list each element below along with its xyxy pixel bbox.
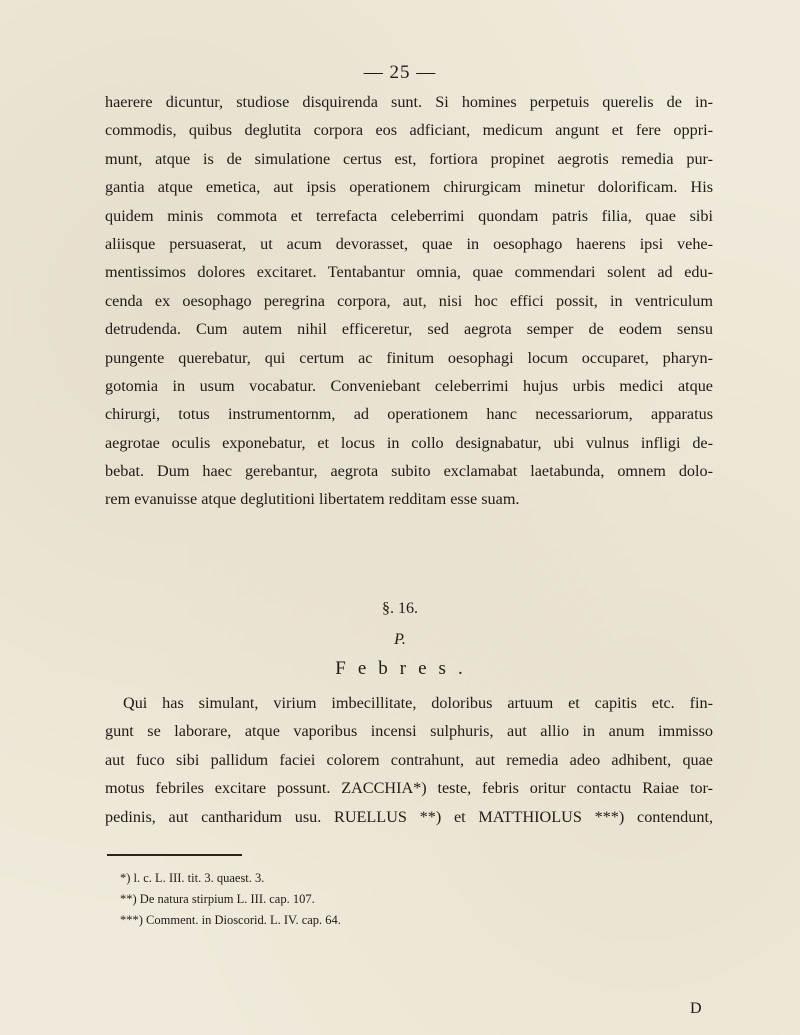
text-line: cenda ex oesophago peregrina corpora, aut, nisi hoc effici possit, in ventriculum — [105, 291, 713, 310]
paragraph-1 — [105, 88, 713, 514]
text-line: pedinis, aut cantharidum usu. RUELLUS **) et MATTHIOLUS ***) contendunt, — [105, 807, 713, 826]
paragraph-2 — [105, 689, 713, 831]
text-line: bebat. Dum haec gerebantur, aegrota subito exclamabat laetabunda, omnem dolo- — [105, 462, 713, 481]
text-line: aut fuco sibi pallidum faciei colorem contrahunt, aut remedia adeo adhibent, quae — [105, 750, 713, 769]
footnote-divider — [107, 854, 242, 856]
section-letter: P. — [394, 631, 406, 648]
section-number: §. 16. — [382, 600, 418, 617]
text-line: aegrotae oculis exponebatur, et locus in collo designabatur, ubi vulnus infligi de- — [105, 433, 713, 452]
text-line: quidem minis commota et terrefacta celeberrimi quondam patris filia, quae sibi — [105, 206, 713, 225]
text-line: detrudenda. Cum autem nihil efficeretur, sed aegrota semper de eodem sensu — [105, 320, 713, 339]
page-number: — 25 — — [363, 62, 437, 83]
text-line: aliisque persuaserat, ut acum devorasset, quae in oesophago haerens ipsi vehe- — [105, 234, 713, 253]
text-line: pungente querebatur, qui certum ac finitum oesophagi locum occuparet, pharyn- — [105, 348, 713, 367]
text-line: gantia atque emetica, aut ipsis operationem chirurgicam minetur dolorificam. His — [105, 178, 713, 197]
text-line: motus febriles excitare possunt. ZACCHIA*) teste, febris oritur contactu Raiae tor- — [105, 779, 713, 798]
signature-mark: D — [690, 1000, 702, 1017]
footnote: **) De natura stirpium L. III. cap. 107. — [120, 892, 315, 906]
text-line: rem evanuisse atque deglutitioni libertatem redditam esse suam. — [105, 490, 520, 509]
footnotes — [120, 868, 680, 931]
section-title: Febres. — [335, 658, 475, 679]
text-line: gunt se laborare, atque vaporibus incensi sulphuris, aut allio in anum immisso — [105, 722, 713, 741]
footnote: ***) Comment. in Dioscorid. L. IV. cap. 64. — [120, 913, 341, 927]
text-line: mentissimos dolores excitaret. Tentabantur omnia, quae commendari solent ad edu- — [105, 263, 713, 282]
text-line: haerere dicuntur, studiose disquirenda sunt. Si homines perpetuis querelis de in- — [105, 93, 713, 111]
text-line: commodis, quibus deglutita corpora eos adficiant, medicum angunt et fere oppri- — [105, 121, 713, 140]
footnote: *) l. c. L. III. tit. 3. quaest. 3. — [120, 871, 265, 885]
text-line: Qui has simulant, virium imbecillitate, doloribus artuum et capitis etc. fin- — [123, 694, 713, 712]
text-line: chirurgi, totus instrumentornm, ad operationem hanc necessariorum, apparatus — [105, 405, 713, 424]
text-line: munt, atque is de simulatione certus est, fortiora propinet aegrotis remedia pur- — [105, 149, 713, 168]
text-line: gotomia in usum vocabatur. Conveniebant celeberrimi hujus urbis medici atque — [105, 376, 713, 395]
